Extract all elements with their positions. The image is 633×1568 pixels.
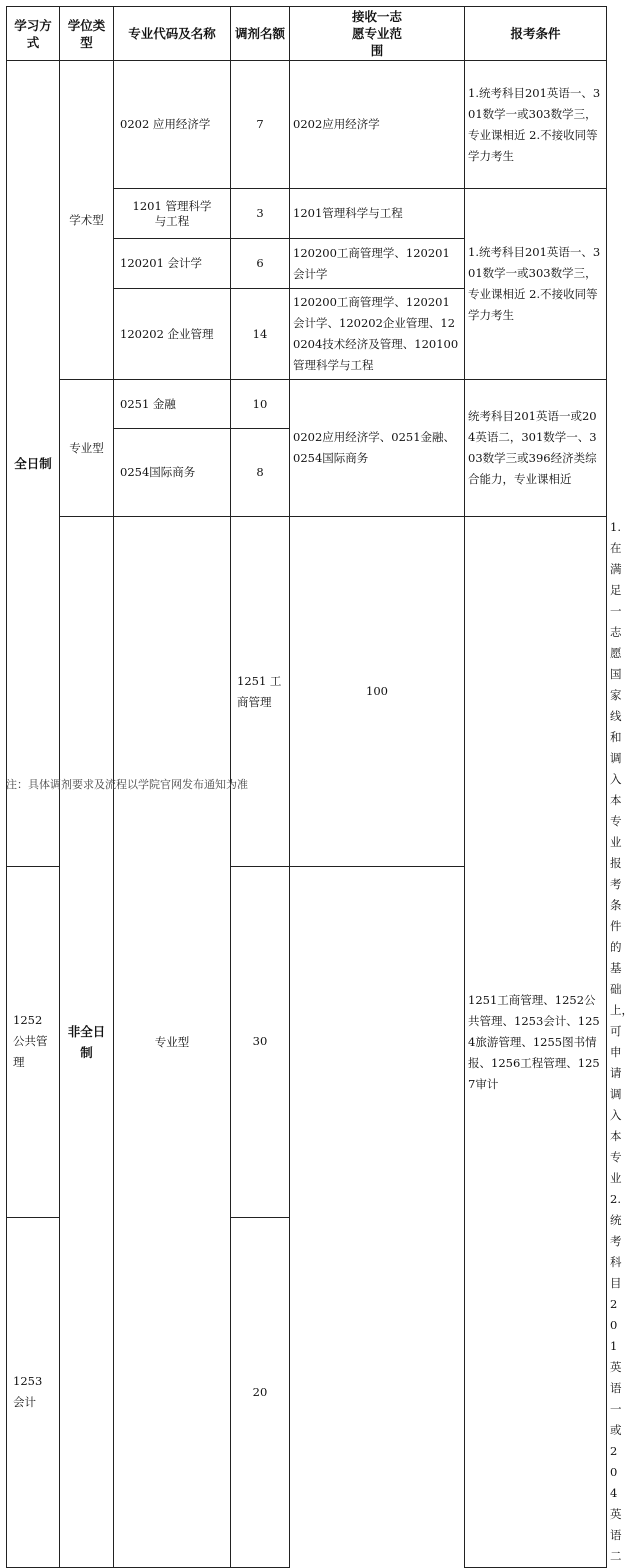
degree-type-professional-2: 专业型 bbox=[114, 517, 231, 1568]
scope-cell: 120200工商管理学、120201会计学、120202企业管理、120204技术经济及管理、120100管理科学与工程 bbox=[290, 289, 465, 380]
footer-note-clipped bbox=[6, 778, 606, 794]
table-row bbox=[7, 380, 607, 429]
major-cell: 1201 管理科学与工程 bbox=[114, 189, 231, 239]
degree-type-professional: 专业型 bbox=[60, 380, 114, 517]
header-scope: 接收一志愿专业范围 bbox=[290, 7, 465, 61]
scope-cell: 0202应用经济学、0251金融、0254国际商务 bbox=[290, 380, 465, 517]
major-cell: 0254国际商务 bbox=[114, 429, 231, 517]
quota-cell: 10 bbox=[231, 380, 290, 429]
major-cell: 120202 企业管理 bbox=[114, 289, 231, 380]
conditions-cell: 1.统考科目201英语一、301数学一或303数学三，专业课相近 2.不接收同等学力考生 bbox=[465, 61, 607, 189]
scope-cell: 1201管理科学与工程 bbox=[290, 189, 465, 239]
table-row bbox=[7, 61, 607, 189]
header-conditions: 报考条件 bbox=[465, 7, 607, 61]
header-mode: 学习方式 bbox=[7, 7, 60, 61]
quota-cell: 20 bbox=[231, 1217, 290, 1567]
scope-cell: 1251工商管理、1252公共管理、1253会计、1254旅游管理、1255图书情报、1256工程管理、1257审计 bbox=[465, 517, 607, 1568]
major-cell: 120201 会计学 bbox=[114, 239, 231, 289]
major-cell: 1252 公共管理 bbox=[7, 867, 60, 1217]
quota-cell: 100 bbox=[290, 517, 465, 867]
quota-cell: 6 bbox=[231, 239, 290, 289]
quota-cell: 30 bbox=[231, 867, 290, 1217]
quota-cell: 7 bbox=[231, 61, 290, 189]
header-degree-type: 学位类型 bbox=[60, 7, 114, 61]
degree-type-academic: 学术型 bbox=[60, 61, 114, 380]
table-row: 非全日制 专业型 1251 工商管理 100 1251工商管理、1252公共管理、1253会计、1254旅游管理、1255图书情报、1256工程管理、1257审计 1.在满足一志愿国家线和调入本专业报考条件的基础上，可申请调入本专业 2.统考科目201英语一或204英语二 bbox=[7, 517, 607, 867]
quota-cell: 14 bbox=[231, 289, 290, 380]
mode-fulltime: 全日制 bbox=[7, 61, 60, 867]
scope-cell: 0202应用经济学 bbox=[290, 61, 465, 189]
scope-cell: 120200工商管理学、120201会计学 bbox=[290, 239, 465, 289]
header-major: 专业代码及名称 bbox=[114, 7, 231, 61]
major-cell: 1253 会计 bbox=[7, 1217, 60, 1567]
quota-cell: 3 bbox=[231, 189, 290, 239]
major-cell: 1251 工商管理 bbox=[231, 517, 290, 867]
quota-cell: 8 bbox=[231, 429, 290, 517]
header-quota: 调剂名额 bbox=[231, 7, 290, 61]
header-row bbox=[7, 7, 607, 61]
conditions-cell: 1.统考科目201英语一、301数学一或303数学三，专业课相近 2.不接收同等学力考生 bbox=[465, 189, 607, 380]
conditions-cell: 统考科目201英语一或204英语二，301数学一、303数学三或396经济类综合能力，专业课相近 bbox=[465, 380, 607, 517]
footer-text: 注：具体调剂要求及流程以学院官网发布通知为准 bbox=[6, 778, 248, 791]
major-cell: 0251 金融 bbox=[114, 380, 231, 429]
mode-parttime: 非全日制 bbox=[60, 517, 114, 1568]
major-cell: 0202 应用经济学 bbox=[114, 61, 231, 189]
